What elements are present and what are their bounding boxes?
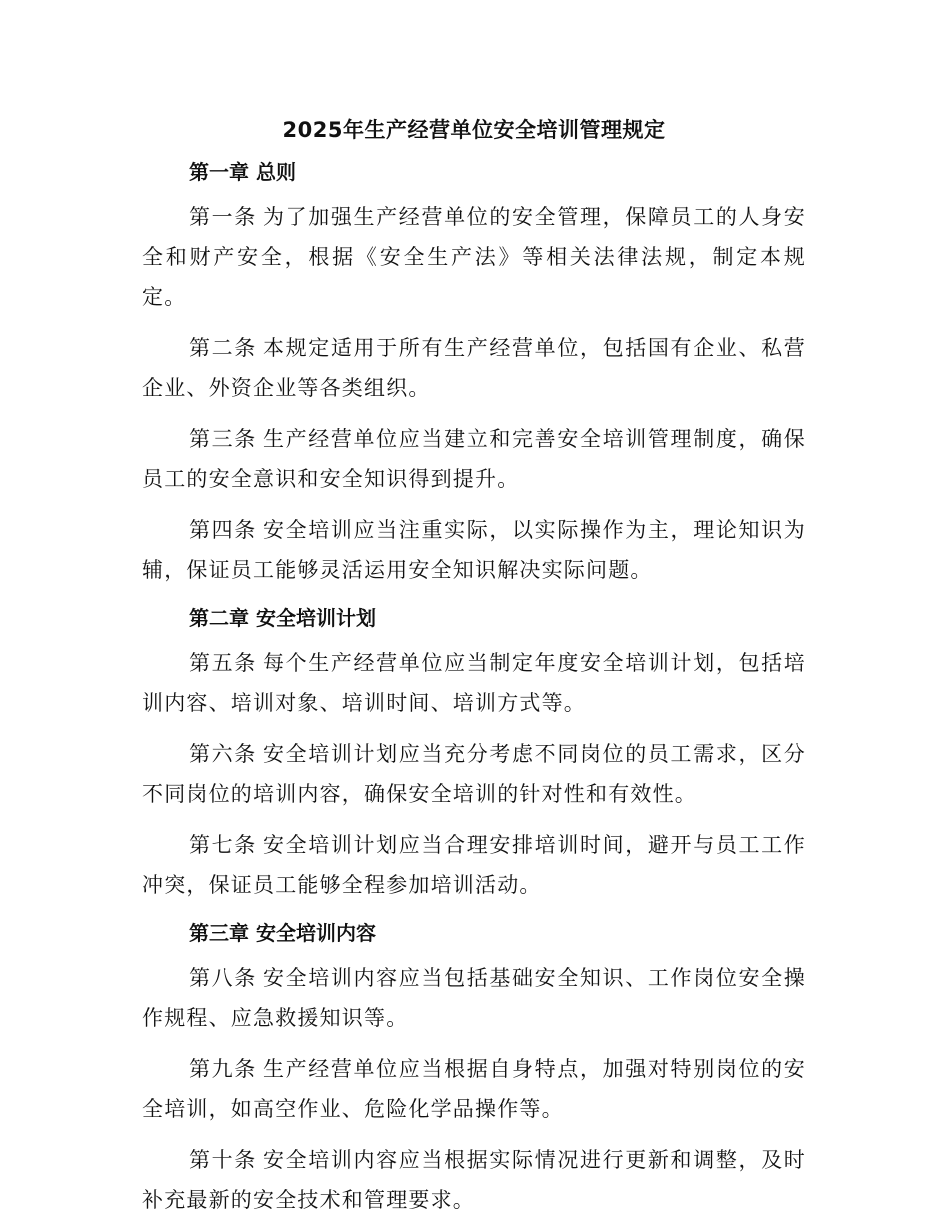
chapter-heading: 第二章 安全培训计划 bbox=[189, 606, 376, 630]
article-text: 生产经营单位应当建立和完善安全培训管理制度，确保员工的安全意识和安全知识得到提升。 bbox=[142, 427, 806, 491]
chapter-1 bbox=[142, 158, 806, 590]
article-text: 安全培训内容应当包括基础安全知识、工作岗位安全操作规程、应急救援知识等。 bbox=[142, 966, 806, 1030]
article-1 bbox=[142, 197, 806, 317]
document-page bbox=[142, 96, 806, 1220]
article-number: 第三条 bbox=[189, 427, 257, 451]
chapter-heading: 第一章 总则 bbox=[189, 160, 296, 184]
article-number: 第一条 bbox=[189, 205, 257, 229]
article-text: 安全培训计划应当合理安排培训时间，避开与员工工作冲突，保证员工能够全程参加培训活动。 bbox=[142, 833, 806, 897]
article-text: 安全培训内容应当根据实际情况进行更新和调整，及时补充最新的安全技术和管理要求。 bbox=[142, 1148, 806, 1212]
chapter-2 bbox=[142, 604, 806, 905]
chapter-heading: 第三章 安全培训内容 bbox=[189, 921, 376, 945]
article-2 bbox=[142, 328, 806, 408]
article-text: 生产经营单位应当根据自身特点，加强对特别岗位的安全培训，如高空作业、危险化学品操作等。 bbox=[142, 1057, 806, 1121]
article-10 bbox=[142, 1140, 806, 1220]
article-text: 安全培训计划应当充分考虑不同岗位的员工需求，区分不同岗位的培训内容，确保安全培训的针对性和有效性。 bbox=[142, 742, 806, 806]
article-text: 本规定适用于所有生产经营单位，包括国有企业、私营企业、外资企业等各类组织。 bbox=[142, 336, 806, 400]
article-number: 第九条 bbox=[189, 1057, 257, 1081]
article-text: 每个生产经营单位应当制定年度安全培训计划，包括培训内容、培训对象、培训时间、培训方式等。 bbox=[142, 651, 806, 715]
document-title: 2025年生产经营单位安全培训管理规定 bbox=[282, 118, 666, 142]
article-3 bbox=[142, 419, 806, 499]
article-number: 第六条 bbox=[189, 742, 257, 766]
article-6 bbox=[142, 734, 806, 814]
article-9 bbox=[142, 1049, 806, 1129]
article-text: 安全培训应当注重实际，以实际操作为主，理论知识为辅，保证员工能够灵活运用安全知识解决实际问题。 bbox=[142, 518, 806, 582]
article-number: 第十条 bbox=[189, 1148, 257, 1172]
article-4 bbox=[142, 510, 806, 590]
article-5 bbox=[142, 643, 806, 723]
chapter-3 bbox=[142, 919, 806, 1220]
article-number: 第八条 bbox=[189, 966, 257, 990]
article-number: 第二条 bbox=[189, 336, 257, 360]
article-7 bbox=[142, 825, 806, 905]
article-8 bbox=[142, 958, 806, 1038]
article-number: 第七条 bbox=[189, 833, 257, 857]
article-text: 为了加强生产经营单位的安全管理，保障员工的人身安全和财产安全，根据《安全生产法》等相关法律法规，制定本规定。 bbox=[142, 205, 806, 309]
article-number: 第五条 bbox=[189, 651, 257, 675]
article-number: 第四条 bbox=[189, 518, 257, 542]
